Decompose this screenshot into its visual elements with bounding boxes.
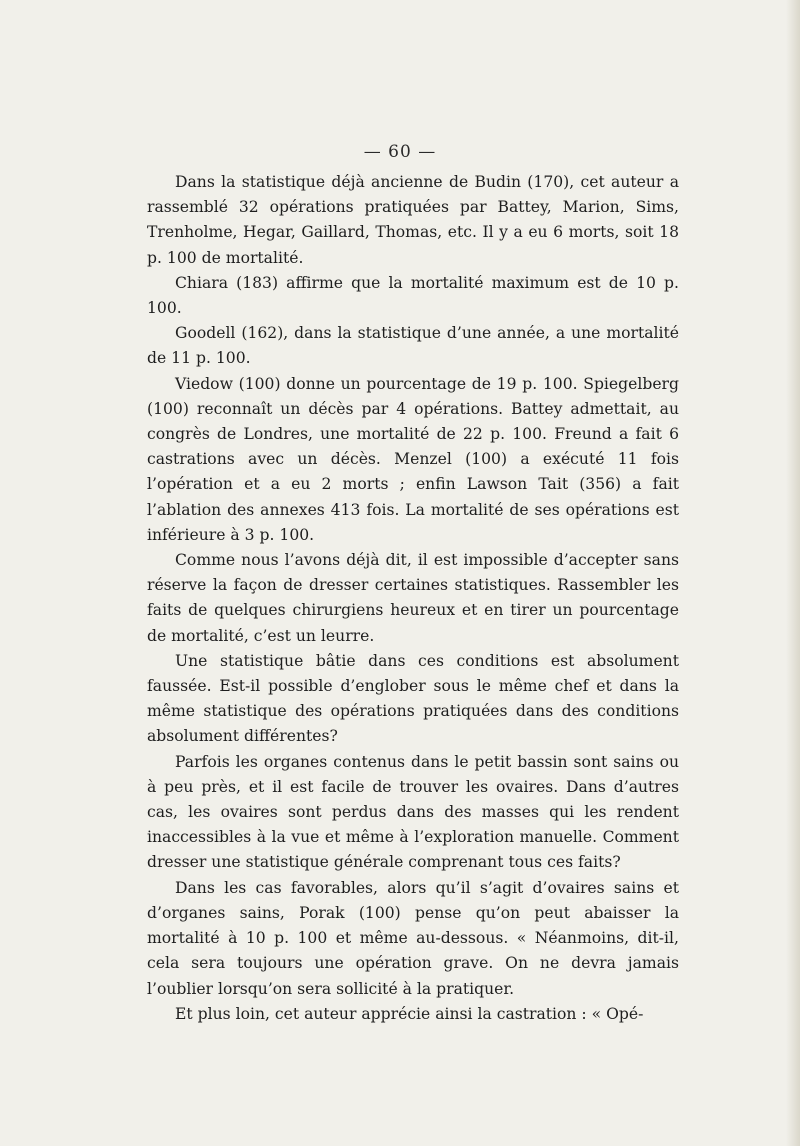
paragraph-plus-loin: Et plus loin, cet auteur apprécie ainsi la castration : « Opé-: [175, 1004, 644, 1023]
paragraph-cas-favorables: Dans les cas favorables, alors qu’il s’agit d’ovaires sains et d’organes sains, Porak (100) pense qu’on peut abaisser la mortalité à 10 p. 100 et même au-dessous. « Néanmoins, dit-il, cela sera toujours une opération grave. On ne devra jamais l’oublier lorsqu’on sera sollicité à la pratiquer.: [147, 878, 679, 998]
paragraph-viedow: Viedow (100) donne un pourcentage de 19 p. 100. Spiegelberg (100) reconnaît un décès par 4 opérations. Battey admettait, au congrès de Londres, une mortalité de 22 p. 100. Freund a fait 6 castrations avec un décès. Menzel (100) a exécuté 11 fois l’opération et a eu 2 morts ; enfin Lawson Tait (356) a fait l’ablation des annexes 413 fois. La mortalité de ses opérations est inférieure à 3 p. 100.: [147, 374, 679, 544]
paragraph-goodell: Goodell (162), dans la statistique d’une année, a une mortalité de 11 p. 100.: [147, 324, 679, 368]
paragraph-budin: Dans la statistique déjà ancienne de Budin (170), cet auteur a rassemblé 32 opérations pratiquées par Battey, Marion, Sims, Trenholme, Hegar, Gaillard, Thomas, etc. Il y a eu 6 morts, soit 18 p. 100 de mortalité.: [147, 173, 679, 267]
body-text: [147, 170, 679, 1027]
paragraph-une-statistique: Une statistique bâtie dans ces conditions est absolument faussée. Est-il possible d’englober sous le même chef et dans la même statistique des opérations pratiquées dans des conditions absolument différentes?: [147, 651, 679, 746]
paragraph-chiara: Chiara (183) affirme que la mortalité maximum est de 10 p. 100.: [147, 273, 679, 318]
paragraph-parfois: Parfois les organes contenus dans le petit bassin sont sains ou à peu près, et il est facile de trouver les ovaires. Dans d’autres cas, les ovaires sont perdus dans des masses qui les rendent inaccessibles à la vue et même à l’exploration manuelle. Comment dresser une statistique générale comprenant tous ces faits?: [147, 752, 679, 872]
page-number: — 60 —: [363, 142, 437, 162]
paragraph-comme-nous: Comme nous l’avons déjà dit, il est impossible d’accepter sans réserve la façon de dresser certaines statistiques. Rassembler les faits de quelques chirurgiens heureux et en tirer un pourcentage de mortalité, c’est un leurre.: [147, 551, 679, 645]
page-edge-shadow: [786, 0, 800, 1146]
